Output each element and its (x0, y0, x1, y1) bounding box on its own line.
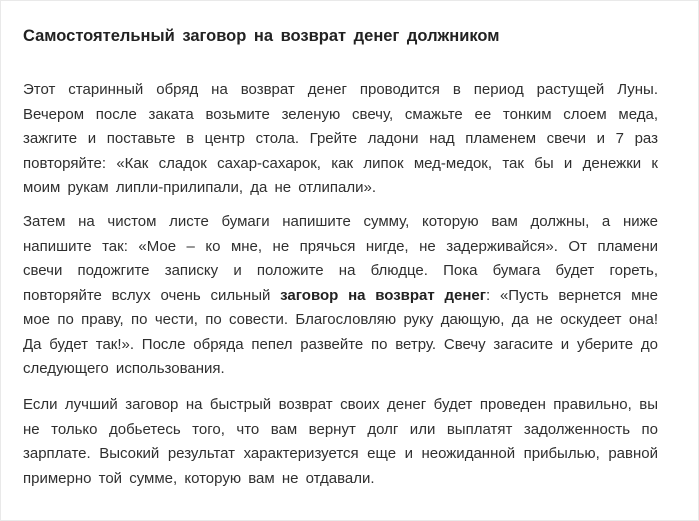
paragraph-result: Если лучший заговор на быстрый возврат своих денег будет проведен правильно, вы не только добьетесь того, что вам вернут долг или выплатят задолженность по зарплате. Высокий результат характеризуется еще и неожиданной прибылью, равной примерно той сумме, которую вам не отдавали. (23, 396, 658, 487)
paragraph-ritual-intro: Этот старинный обряд на возврат денег проводится в период растущей Луны. Вечером после заката возьмите зеленую свечу, смажьте ее тонким слоем меда, зажгите и поставьте в центр стола. Грейте ладони над пламенем свечи и 7 раз повторяйте: «Как сладок сахар-сахарок, как липок мед-медок, так бы и денежки к моим рукам липли-прилипали, да не отлипали». (23, 81, 658, 196)
article-title: Самостоятельный заговор на возврат денег должником (23, 27, 500, 45)
paragraph-text-part1: Затем на чистом листе бумаги напишите сумму, которую вам должны, а ниже напишите так: «Мое – ко мне, не прячься нигде, не задерживайся». От пламени свечи подожгите записку и положите на блюдце. Пока бумага будет гореть, повторяйте вслух очень сильный (23, 213, 658, 304)
bold-keyword-link: заговор на возврат денег (280, 286, 487, 304)
paragraph-text-part2: : «Пусть вернется мне мое по праву, по чести, по совести. Благословляю руку дающую, да не оскудеет она! Да будет так!». После обряда пепел развейте по ветру. Свечу загасите и уберите до следующего использования. (23, 286, 659, 377)
paragraph-ritual-steps (23, 210, 658, 382)
